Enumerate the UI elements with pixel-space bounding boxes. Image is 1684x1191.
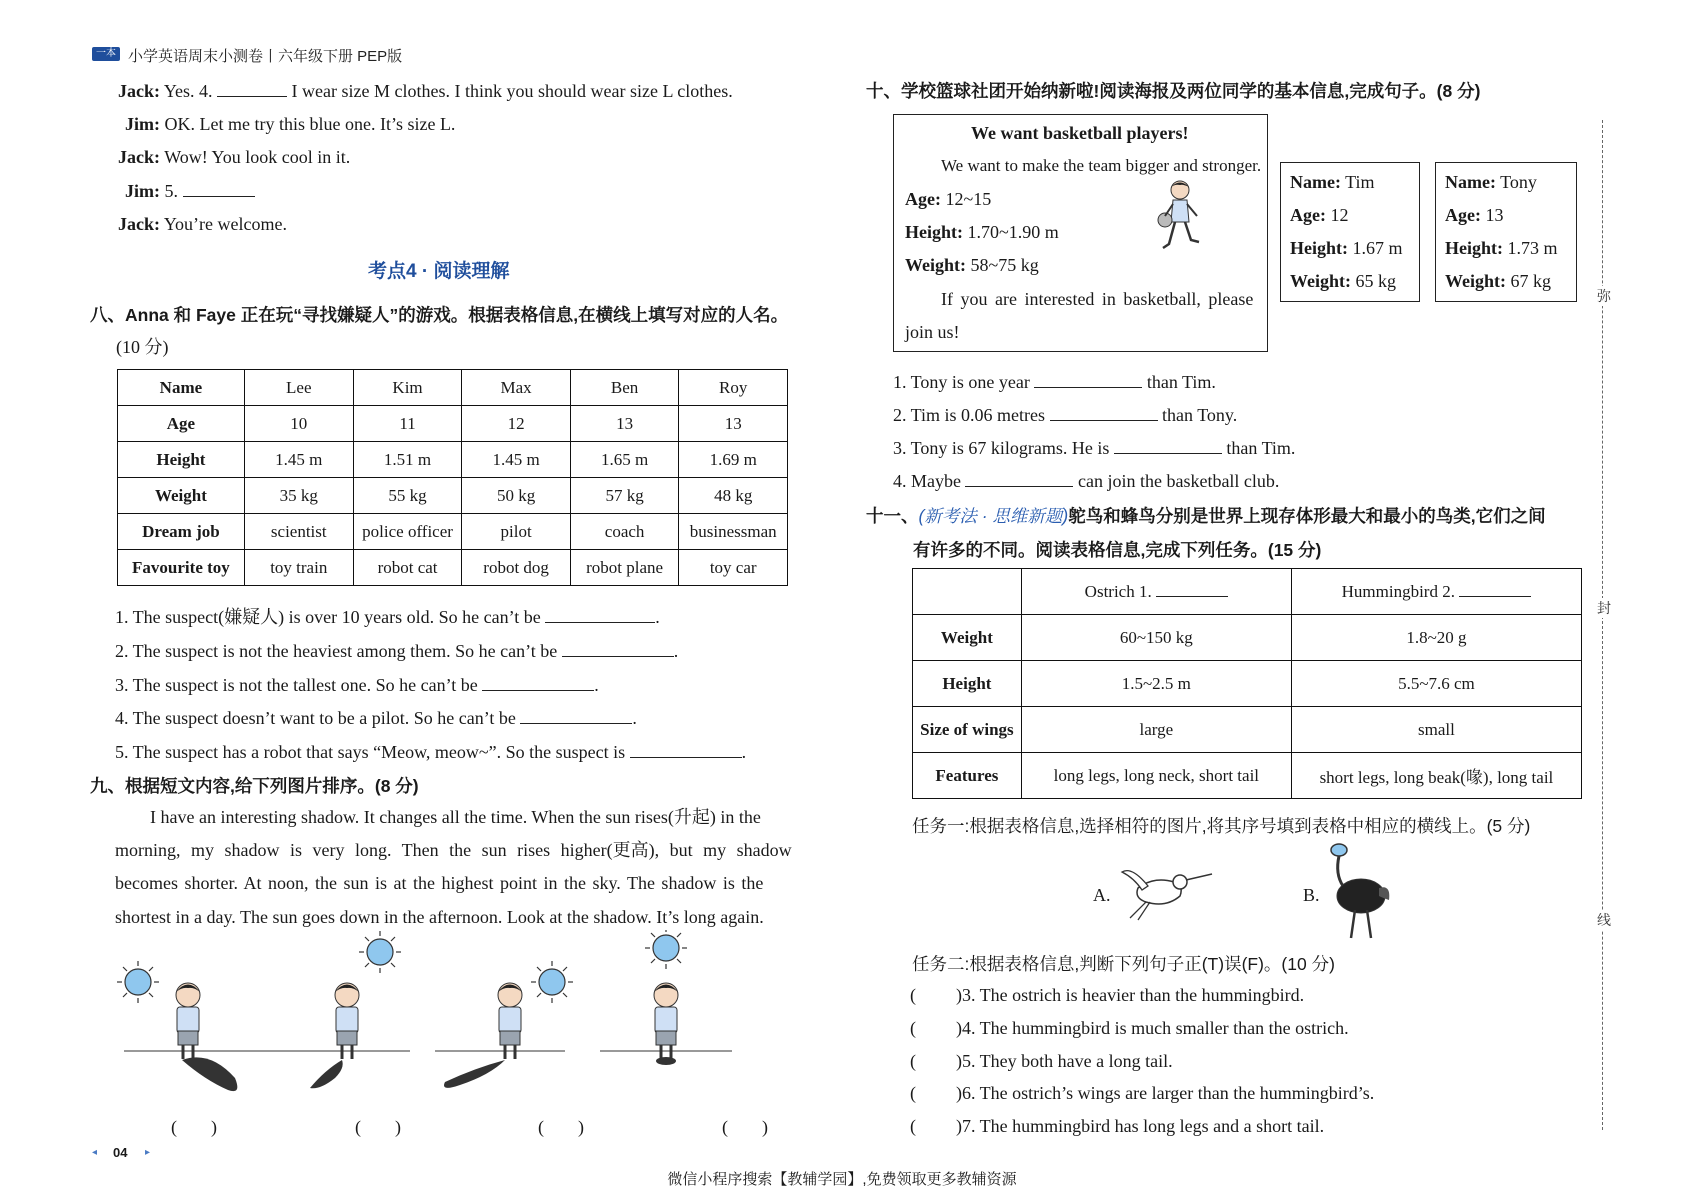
tony-weight: Weight: 67 kg [1445,271,1552,291]
series-title: 小学英语周末小测卷丨六年级下册 PEP版 [128,48,403,65]
table-cell: 48 kg [679,478,788,514]
table-row [913,707,1582,753]
table-cell: 13 [679,406,788,442]
table-cell: long legs, long neck, short tail [1021,753,1291,799]
answer-blank[interactable] [1156,581,1228,597]
table-cell: toy train [244,550,353,586]
sec8-question: 1. The suspect(嫌疑人) is over 10 years old. So he can’t be . [115,607,660,627]
tim-weight: Weight: 65 kg [1290,271,1397,291]
table-cell: large [1021,707,1291,753]
row-header: Weight [913,615,1022,661]
row-header: Favourite toy [118,550,245,586]
table-cell: 1.5~2.5 m [1021,661,1291,707]
sec10-question: 4. Maybe can join the basketball club. [893,471,1280,491]
poster-height: Height: 1.70~1.90 m [905,222,1059,242]
poster-weight: Weight: 58~75 kg [905,255,1039,275]
page-number: 04 [113,1145,128,1160]
picture-midmorning [265,931,410,1088]
table-cell: scientist [244,514,353,550]
tf-question: ( )3. The ostrich is heavier than the hummingbird. [910,985,1305,1005]
order-bracket[interactable]: ( ) [538,1117,584,1137]
task1: 任务一:根据表格信息,选择相符的图片,将其序号填到表格中相应的横线上。(5 分) [912,816,1531,836]
table-cell: 57 kg [570,478,679,514]
bird-table [912,568,1582,799]
table-cell: robot cat [353,550,462,586]
tim-age: Age: 12 [1290,205,1349,225]
header-cell: Ostrich 1. [1021,569,1291,615]
seal-mark-1: 弥 [1597,288,1611,304]
seal-mark-2: 封 [1597,600,1611,616]
tf-question: ( )7. The hummingbird has long legs and a short tail. [910,1116,1325,1136]
row-header: Features [913,753,1022,799]
table-row [913,753,1582,799]
table-cell: pilot [462,514,570,550]
table-cell: 1.45 m [462,442,570,478]
order-bracket[interactable]: ( ) [355,1117,401,1137]
seal-mark-3: 线 [1597,912,1611,928]
sec9-title: 九、根据短文内容,给下列图片排序。(8 分) [90,776,419,796]
table-cell: police officer [353,514,462,550]
sec8-question: 5. The suspect has a robot that says “Meow, meow~”. So the suspect is . [115,742,747,762]
dialogue-line-2: Jim: OK. Let me try this blue one. It’s size L. [125,114,456,134]
option-a-label: A. [1093,885,1111,905]
answer-blank[interactable] [1459,581,1531,597]
table-row [118,370,788,406]
dialogue-line-1: Jack: Yes. 4. I wear size M clothes. I think you should wear size L clothes. [118,81,733,101]
table-cell: Roy [679,370,788,406]
table-row [913,615,1582,661]
tf-question: ( )4. The hummingbird is much smaller than the ostrich. [910,1018,1349,1038]
table-cell: 10 [244,406,353,442]
kaodian-heading: 考点4 · 阅读理解 [368,261,510,282]
answer-blank[interactable] [630,742,742,758]
tf-bracket[interactable]: ( [910,1083,916,1103]
table-row [118,406,788,442]
answer-blank[interactable] [482,675,594,691]
table-header-row [913,569,1582,615]
table-cell: small [1291,707,1581,753]
table-cell: robot plane [570,550,679,586]
tony-age: Age: 13 [1445,205,1504,225]
table-cell: 1.69 m [679,442,788,478]
table-row [118,478,788,514]
picture-noon [600,930,732,1065]
tf-question: ( )5. They both have a long tail. [910,1051,1173,1071]
tf-bracket[interactable]: ( [910,1018,916,1038]
table-cell: businessman [679,514,788,550]
picture-morning [117,961,266,1091]
poster-closing-2: join us! [905,322,960,342]
option-b-label: B. [1303,885,1320,905]
table-cell: robot dog [462,550,570,586]
table-cell: coach [570,514,679,550]
suspect-table [117,369,788,586]
sec10-title: 十、学校篮球社团开始纳新啦!阅读海报及两位同学的基本信息,完成句子。(8 分) [866,81,1481,101]
sec8-score: (10 分) [116,337,169,357]
header-cell: Hummingbird 2. [1291,569,1581,615]
poster-heading: We want basketball players! [971,123,1189,143]
table-row [118,442,788,478]
answer-blank[interactable] [965,471,1073,487]
order-bracket[interactable]: ( ) [171,1117,217,1137]
tf-bracket[interactable]: ( [910,1116,916,1136]
seal-line [1602,120,1603,1130]
dialogue-line-3: Jack: Wow! You look cool in it. [118,147,351,167]
tf-bracket[interactable]: ( [910,985,916,1005]
row-header: Age [118,406,245,442]
row-header: Dream job [118,514,245,550]
ostrich-icon [1325,840,1395,940]
table-cell: 35 kg [244,478,353,514]
hummingbird-icon [1118,858,1214,922]
table-cell: 60~150 kg [1021,615,1291,661]
row-header: Weight [118,478,245,514]
poster-intro: We want to make the team bigger and stronger. [941,156,1262,175]
table-cell: Kim [353,370,462,406]
sec9-passage-4: shortest in a day. The sun goes down in the afternoon. Look at the shadow. It’s long again. [115,907,764,927]
footer-promo: 微信小程序搜索【教辅学园】,免费领取更多教辅资源 [667,1171,1017,1188]
sec8-question: 4. The suspect doesn’t want to be a pilot. So he can’t be . [115,708,637,728]
sec11-title: 十一、(新考法 · 思维新题)鸵鸟和蜂鸟分别是世界上现存体形最大和最小的鸟类,它们之间 [866,506,1546,526]
table-cell: Lee [244,370,353,406]
dialogue-line-5: Jack: You’re welcome. [118,214,287,234]
answer-blank[interactable] [545,607,655,623]
row-header: Size of wings [913,707,1022,753]
table-cell: Max [462,370,570,406]
tim-height: Height: 1.67 m [1290,238,1403,258]
table-cell: Ben [570,370,679,406]
poster-closing-1: If you are interested in basketball, please [941,289,1254,309]
answer-blank[interactable] [1034,372,1142,388]
tim-name: Name: Tim [1290,172,1375,192]
sec9-passage-1: I have an interesting shadow. It changes all the time. When the sun rises(升起) in the [150,807,761,827]
table-cell: 11 [353,406,462,442]
sec11-title-line2: 有许多的不同。阅读表格信息,完成下列任务。(15 分) [913,540,1322,560]
sec9-passage-3: becomes shorter. At noon, the sun is at the highest point in the sky. The shadow is the [115,873,764,893]
table-cell: short legs, long beak(喙), long tail [1291,753,1581,799]
tony-name: Name: Tony [1445,172,1537,192]
sec8-question: 2. The suspect is not the heaviest among them. So he can’t be . [115,641,679,661]
dialogue-line-4: Jim: 5. [125,180,255,202]
tony-height: Height: 1.73 m [1445,238,1558,258]
table-cell: 5.5~7.6 cm [1291,661,1581,707]
sec9-passage-2: morning, my shadow is very long. Then the sun rises higher(更高), but my shadow [115,840,792,860]
tf-question: ( )6. The ostrich’s wings are larger than the hummingbird’s. [910,1083,1375,1103]
tf-bracket[interactable]: ( [910,1051,916,1071]
sec10-question: 3. Tony is 67 kilograms. He is than Tim. [893,438,1296,458]
header-cell [913,569,1022,615]
table-cell: 55 kg [353,478,462,514]
row-header: Height [118,442,245,478]
picture-afternoon [435,961,573,1088]
row-header: Height [913,661,1022,707]
sec10-question: 1. Tony is one year than Tim. [893,372,1216,392]
shadow-pictures [110,930,810,1100]
new-question-tag: (新考法 · 思维新题) [918,506,1069,526]
table-cell: toy car [679,550,788,586]
table-cell: 1.51 m [353,442,462,478]
row-header: Name [118,370,245,406]
table-row [913,661,1582,707]
basketball-player-icon [1145,178,1205,258]
table-cell: 50 kg [462,478,570,514]
order-bracket[interactable]: ( ) [722,1117,768,1137]
answer-blank[interactable] [1114,438,1222,454]
sec10-question: 2. Tim is 0.06 metres than Tony. [893,405,1238,425]
sec8-question: 3. The suspect is not the tallest one. So he can’t be . [115,675,599,695]
page-nav-next[interactable]: ▸ [145,1147,151,1158]
sec8-title: 八、Anna 和 Faye 正在玩“寻找嫌疑人”的游戏。根据表格信息,在横线上填写对应的人名。 [90,305,789,325]
table-cell: 12 [462,406,570,442]
page-nav-prev[interactable]: ◂ [92,1147,98,1158]
answer-blank[interactable] [562,641,674,657]
table-cell: 1.8~20 g [1291,615,1581,661]
series-logo: 一本 [92,47,120,61]
table-cell: 13 [570,406,679,442]
poster-age: Age: 12~15 [905,189,992,209]
answer-blank[interactable] [520,708,632,724]
table-row [118,550,788,586]
answer-blank[interactable] [1050,405,1158,421]
table-row [118,514,788,550]
task2: 任务二:根据表格信息,判断下列句子正(T)误(F)。(10 分) [912,954,1335,974]
table-cell: 1.65 m [570,442,679,478]
table-cell: 1.45 m [244,442,353,478]
